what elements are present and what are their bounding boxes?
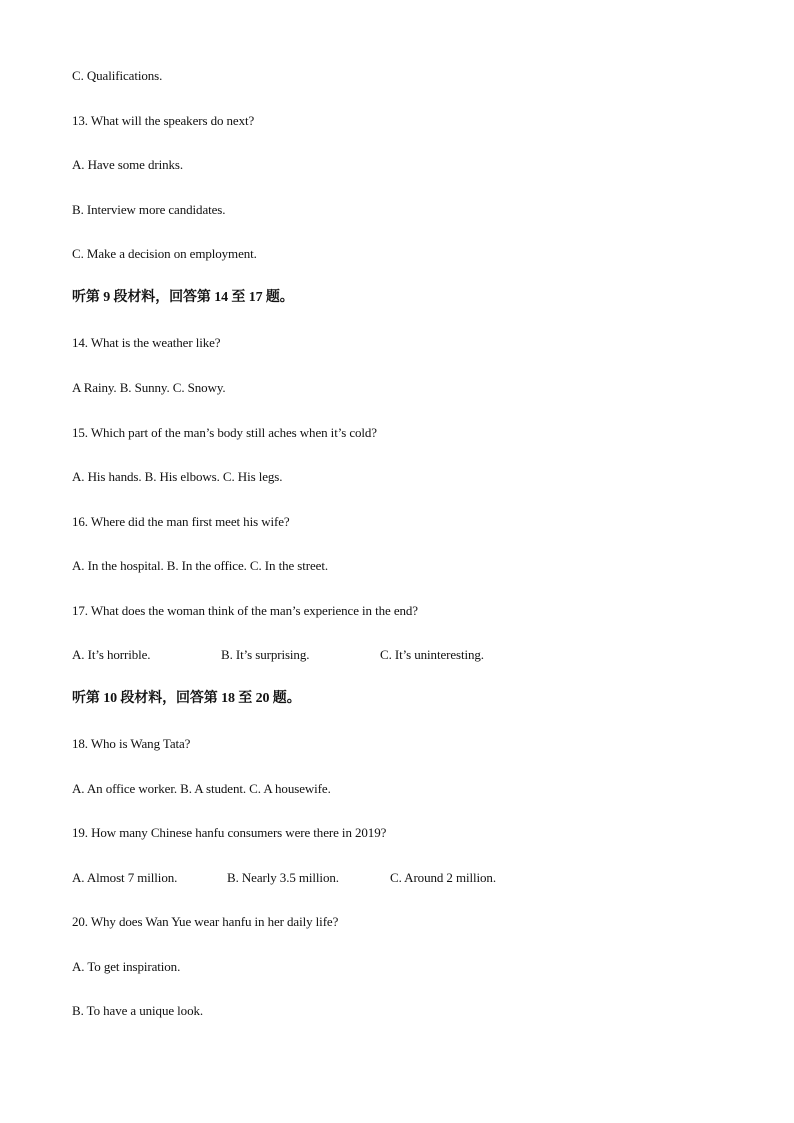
q20-option-a: A. To get inspiration. [72,959,181,974]
q19-option-a: A. Almost 7 million. [72,870,178,885]
q13-option-a: A. Have some drinks. [72,157,184,172]
question-18: 18. Who is Wang Tata? [72,736,191,751]
q12-option-c: C. Qualifications. [72,68,163,83]
q17-option-b: B. It’s surprising. [221,647,310,662]
q14-options: A Rainy. B. Sunny. C. Snowy. [72,380,226,395]
question-19: 19. How many Chinese hanfu consumers were there in 2019? [72,825,387,840]
q15-options: A. His hands. B. His elbows. C. His legs. [72,469,283,484]
question-16: 16. Where did the man first meet his wife? [72,514,290,529]
q13-option-c: C. Make a decision on employment. [72,246,257,261]
q19-option-c: C. Around 2 million. [390,870,496,885]
q17-options [72,647,532,663]
q16-options: A. In the hospital. B. In the office. C. In the street. [72,558,329,573]
question-13: 13. What will the speakers do next? [72,113,255,128]
q18-options: A. An office worker. B. A student. C. A housewife. [72,781,331,796]
q17-option-c: C. It’s uninteresting. [380,647,484,662]
section-9-heading: 听第 9 段材料，回答第 14 至 17 题。 [72,290,294,305]
question-14: 14. What is the weather like? [72,335,221,350]
q17-option-a: A. It’s horrible. [72,647,151,662]
q13-option-b: B. Interview more candidates. [72,202,226,217]
section-10-heading: 听第 10 段材料，回答第 18 至 20 题。 [72,691,301,706]
question-15: 15. Which part of the man’s body still aches when it’s cold? [72,425,377,440]
question-20: 20. Why does Wan Yue wear hanfu in her daily life? [72,914,339,929]
question-17: 17. What does the woman think of the man’s experience in the end? [72,603,418,618]
q20-option-b: B. To have a unique look. [72,1003,204,1018]
q19-option-b: B. Nearly 3.5 million. [227,870,339,885]
q19-options [72,870,532,886]
